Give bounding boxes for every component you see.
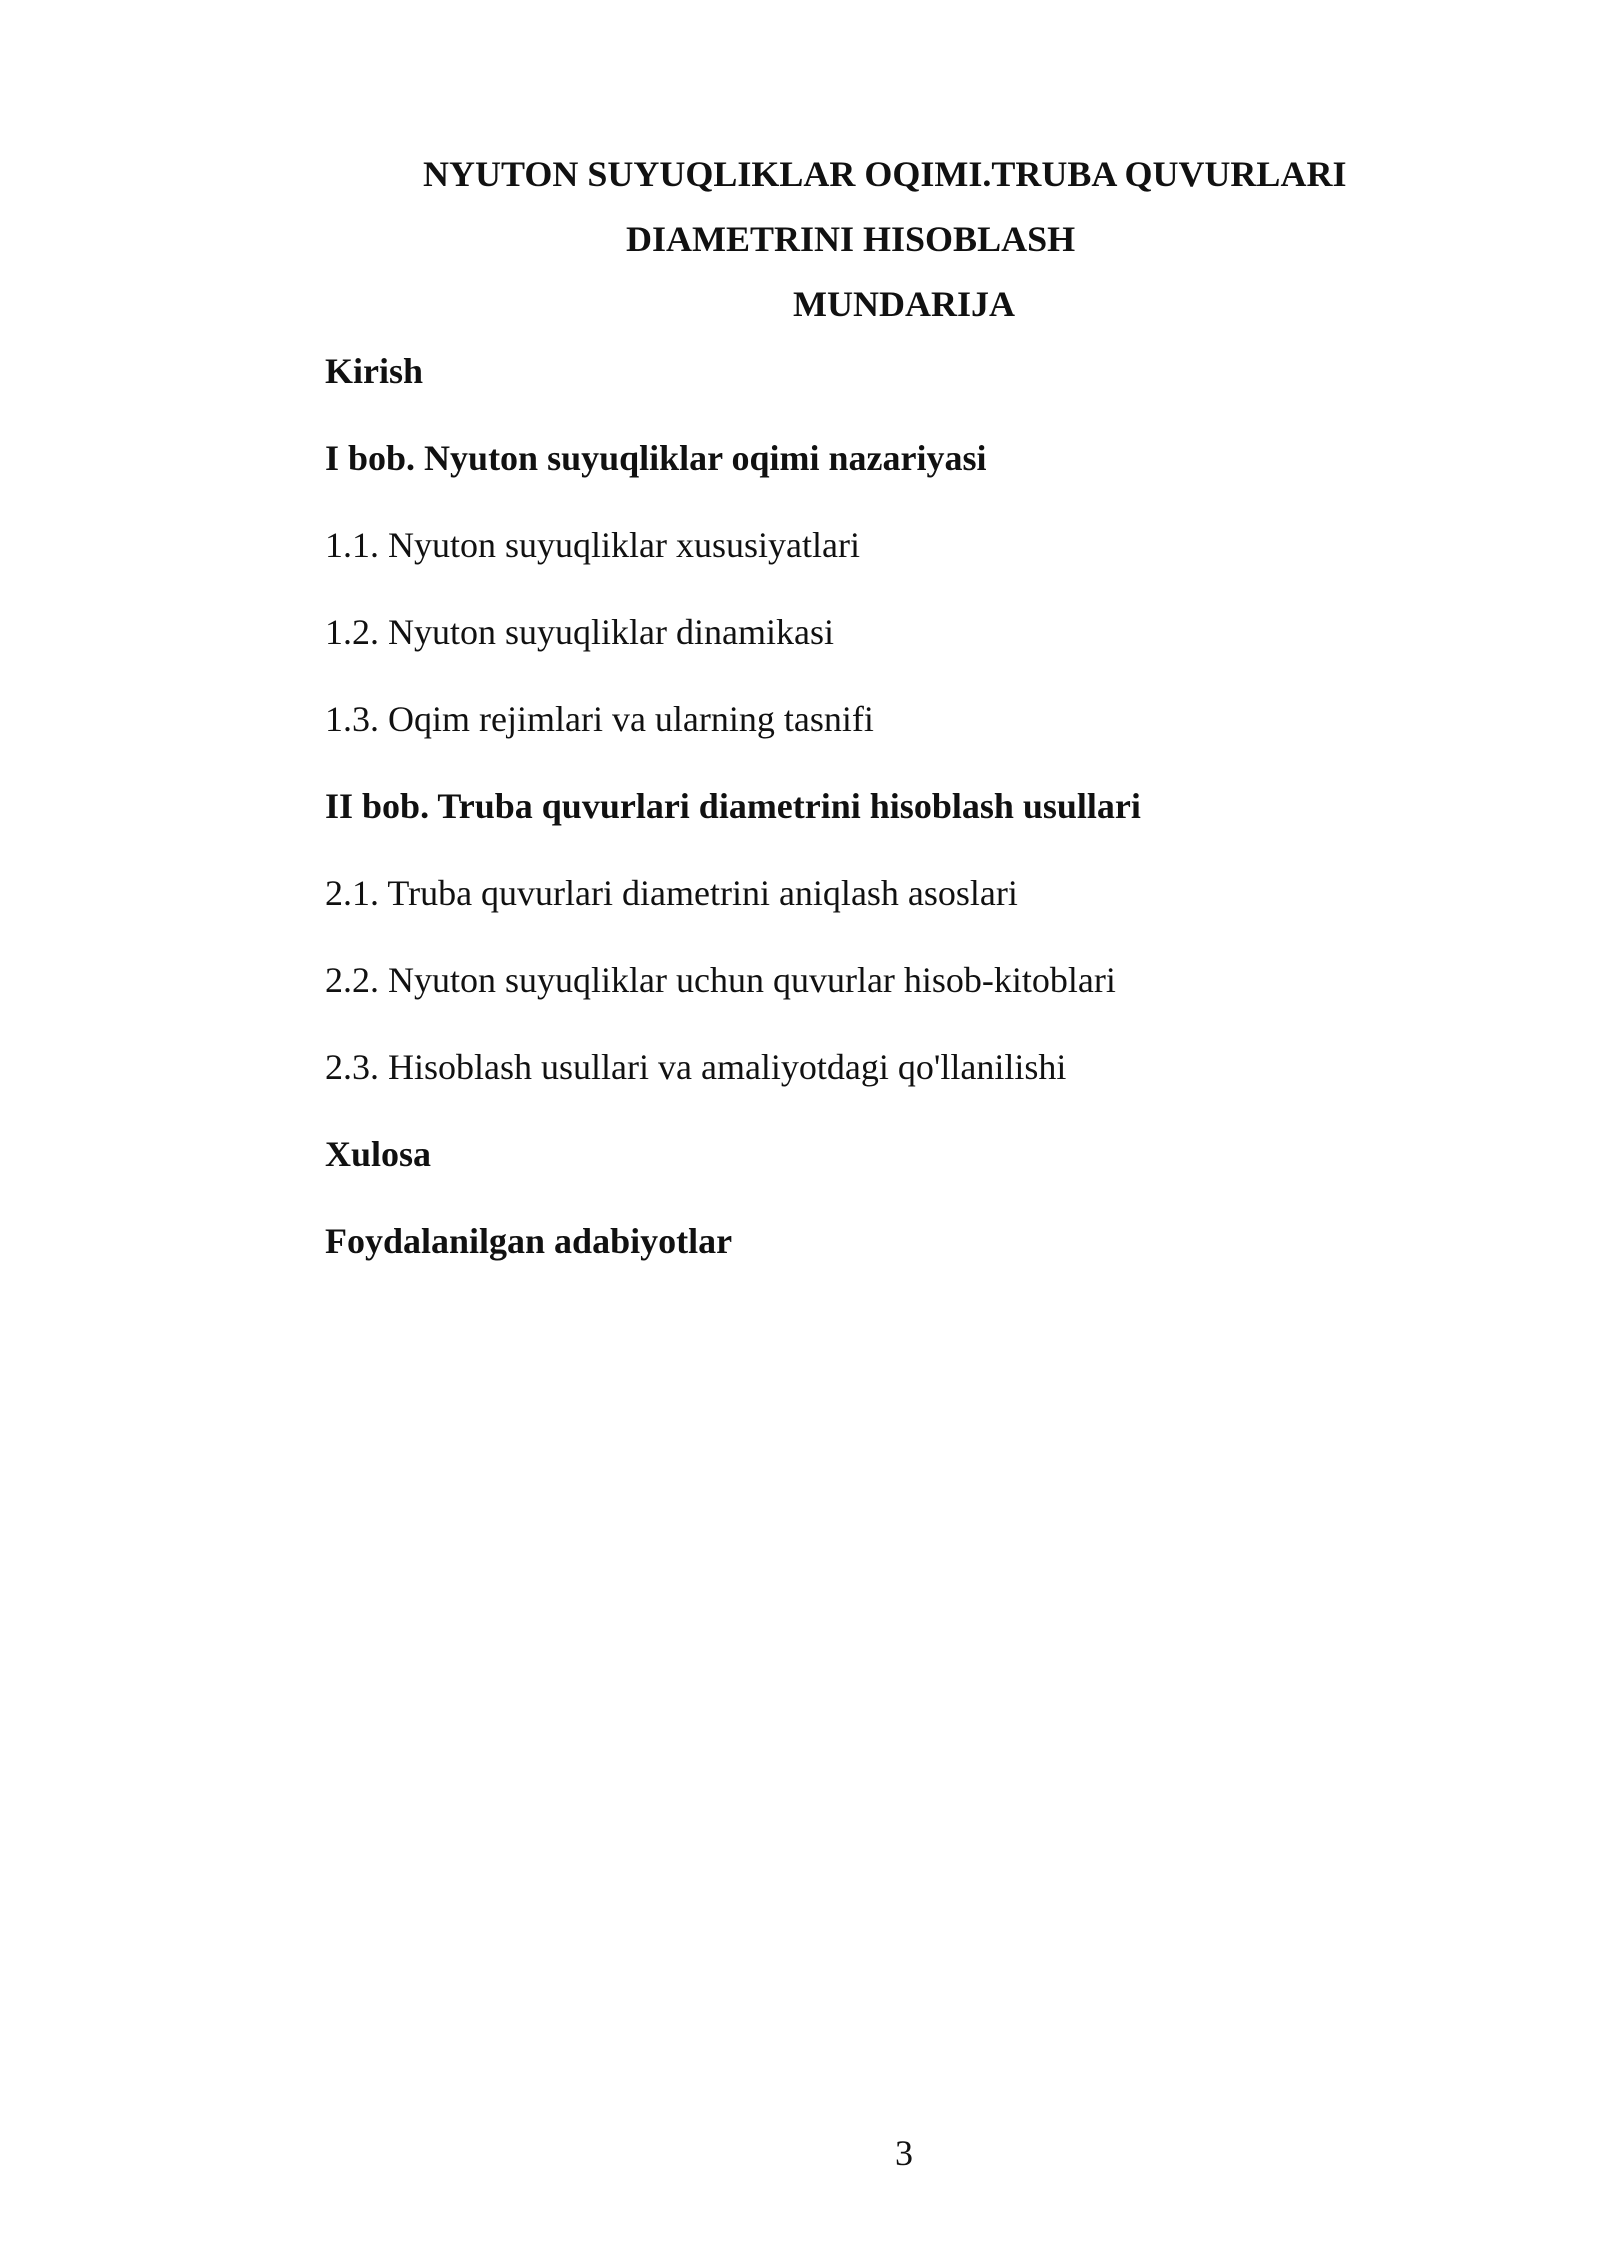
- toc-item: 1.2. Nyuton suyuqliklar dinamikasi: [325, 612, 834, 652]
- toc-item: II bob. Truba quvurlari diametrini hisoblash usullari: [325, 786, 1141, 826]
- toc-item: 1.1. Nyuton suyuqliklar xususiyatlari: [325, 525, 860, 565]
- toc-item: Kirish: [325, 351, 424, 391]
- toc-item: 2.3. Hisoblash usullari va amaliyotdagi qo'llanilishi: [325, 1047, 1067, 1087]
- contents-heading: MUNDARIJA: [793, 284, 1015, 324]
- toc-item: I bob. Nyuton suyuqliklar oqimi nazariyasi: [325, 438, 987, 478]
- toc-item: Xulosa: [325, 1134, 432, 1174]
- toc-item: 1.3. Oqim rejimlari va ularning tasnifi: [325, 699, 874, 739]
- toc-item: 2.2. Nyuton suyuqliklar uchun quvurlar hisob-kitoblari: [325, 960, 1116, 1000]
- document-title-line-1: NYUTON SUYUQLIKLAR OQIMI.TRUBA QUVURLARI: [423, 154, 1347, 194]
- toc-item: Foydalanilgan adabiyotlar: [325, 1221, 733, 1261]
- table-of-contents: [325, 350, 1141, 1307]
- toc-item: 2.1. Truba quvurlari diametrini aniqlash asoslari: [325, 873, 1018, 913]
- document-title-line-2: DIAMETRINI HISOBLASH: [626, 219, 1076, 259]
- page-number: 3: [895, 2133, 913, 2173]
